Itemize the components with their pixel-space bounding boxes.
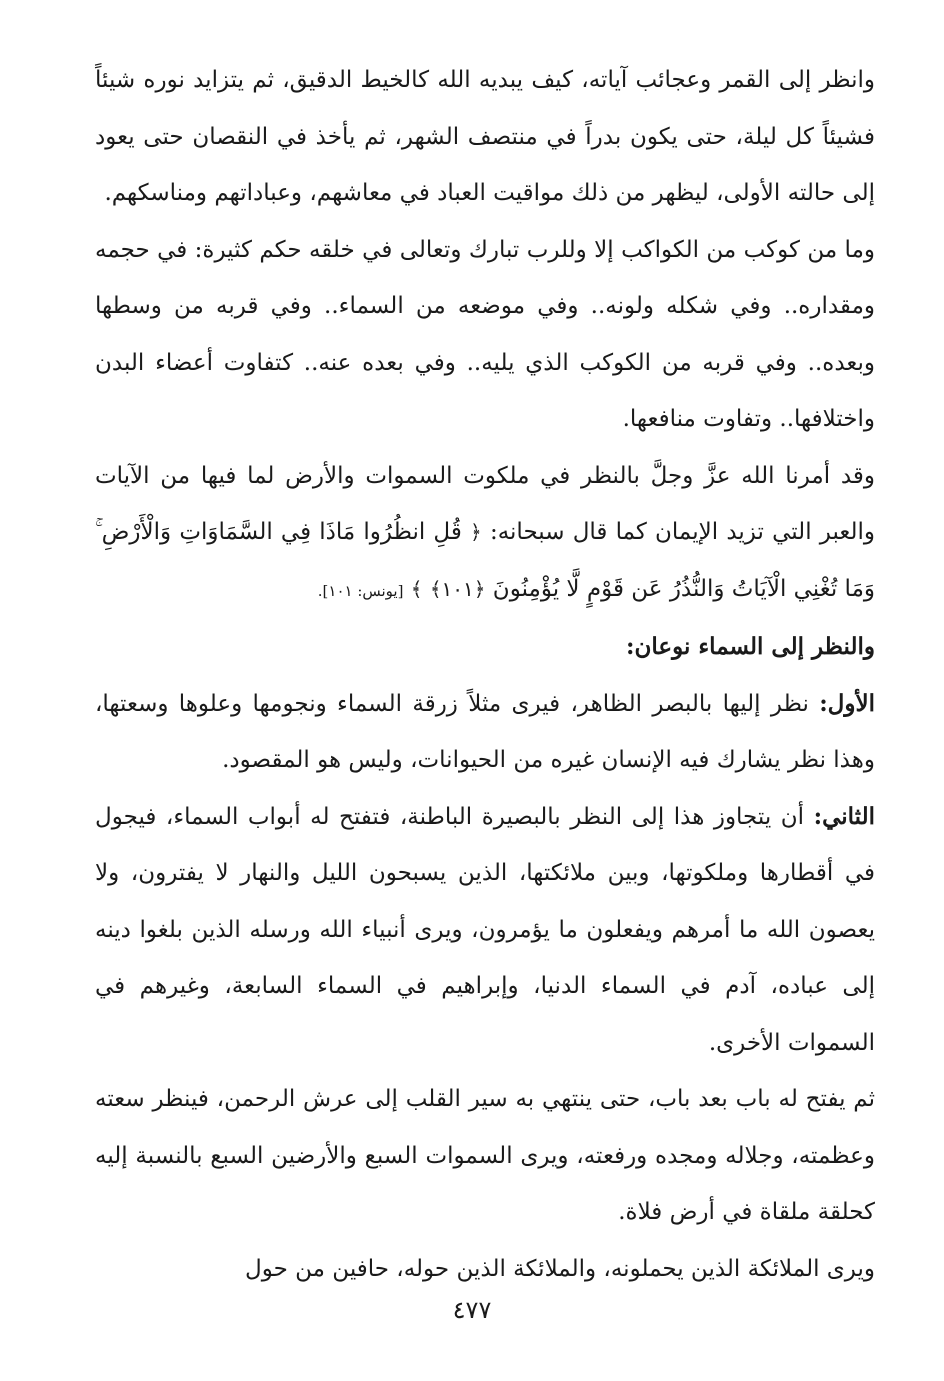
paragraph-stars-text: وما من كوكب من الكواكب إلا وللرب تبارك وتعالى في خلقه حكم كثيرة: في حجمه ومقداره.. وفي شكله ولونه.. وفي موضعه من السماء.. وفي قربه من وسطها وبعده.. وفي قربه من الكوكب الذي يليه.. وفي بعده عنه.. كتفاوت أعضاء البدن واختلافها.. وتفاوت منافعها. (95, 236, 875, 432)
point-first-text: نظر إليها بالبصر الظاهر، فيرى مثلاً زرقة السماء ونجومها وعلوها وسعتها، وهذا نظر يشارك فيه الإنسان غيره من الحيوانات، وليس هو المقصود. (95, 690, 875, 773)
quran-bracket-open: ﴿ (470, 520, 482, 544)
paragraph-stars (95, 222, 875, 448)
paragraph-gates-text: ثم يفتح له باب بعد باب، حتى ينتهي به سير القلب إلى عرش الرحمن، فينظر سعته وعظمته، وجلاله ومجده ورفعته، ويرى السموات السبع والأرضين السبع بالنسبة إليه كحلقة ملقاة في أرض فلاة. (95, 1086, 875, 1225)
page-body (95, 52, 875, 1297)
paragraph-moon-text: وانظر إلى القمر وعجائب آياته، كيف يبديه الله كالخيط الدقيق، ثم يتزايد نوره شيئاً فشيئاً كل ليلة، حتى يكون بدراً في منتصف الشهر، ثم يأخذ في النقصان حتى يعود إلى حالته الأولى، ليظهر من ذلك مواقيت العباد في معاشهم، وعباداتهم ومناسكهم. (95, 67, 875, 206)
paragraph-moon (95, 52, 875, 222)
paragraph-angels-text: ويرى الملائكة الذين يحملونه، والملائكة الذين حوله، حافين من حول (245, 1255, 875, 1282)
point-first (95, 676, 875, 789)
quran-verse: قُلِ انظُرُوا مَاذَا فِي السَّمَاوَاتِ وَالْأَرْضِ ۚ وَمَا تُغْنِي الْآيَاتُ وَالنُّذُرُ عَن قَوْمٍ لَّا يُؤْمِنُونَ (95, 519, 875, 602)
paragraph-angels (95, 1241, 875, 1298)
point-first-label: الأول: (819, 689, 876, 717)
point-second-label: الثاني: (813, 802, 876, 830)
verse-reference: [يونس: ١٠١]. (317, 581, 404, 600)
paragraph-gates-opened (95, 1071, 875, 1241)
point-second (95, 789, 875, 1072)
verse-number-marker: ﴿١٠١﴾ (429, 576, 486, 601)
page-number: ٤٧٧ (452, 1296, 492, 1324)
paragraph-command-text: وقد أمرنا الله عزَّ وجلَّ بالنظر في ملكوت السموات والأرض لما فيها من الآيات والعبر التي تزيد الإيمان كما قال سبحانه: (95, 462, 876, 545)
quran-bracket-close: ﴾ (410, 576, 423, 601)
point-second-text: أن يتجاوز هذا إلى النظر بالبصيرة الباطنة، فتفتح له أبواب السماء، فيجول في أقطارها وملكوتها، وبين ملائكتها، الذين يسبحون الليل والنهار لا يفترون، ولا يعصون الله ما أمرهم ويفعلون ما يؤمرون، ويرى أنبياء الله ورسله الذين بلغوا دينه إلى عباده، آدم في السماء الدنيا، وإبراهيم في السماء السابعة، وغيرهم في السموات الأخرى. (95, 803, 875, 1056)
section-heading: والنظر إلى السماء نوعان: (625, 633, 875, 660)
paragraph-command-to-reflect (95, 448, 875, 620)
